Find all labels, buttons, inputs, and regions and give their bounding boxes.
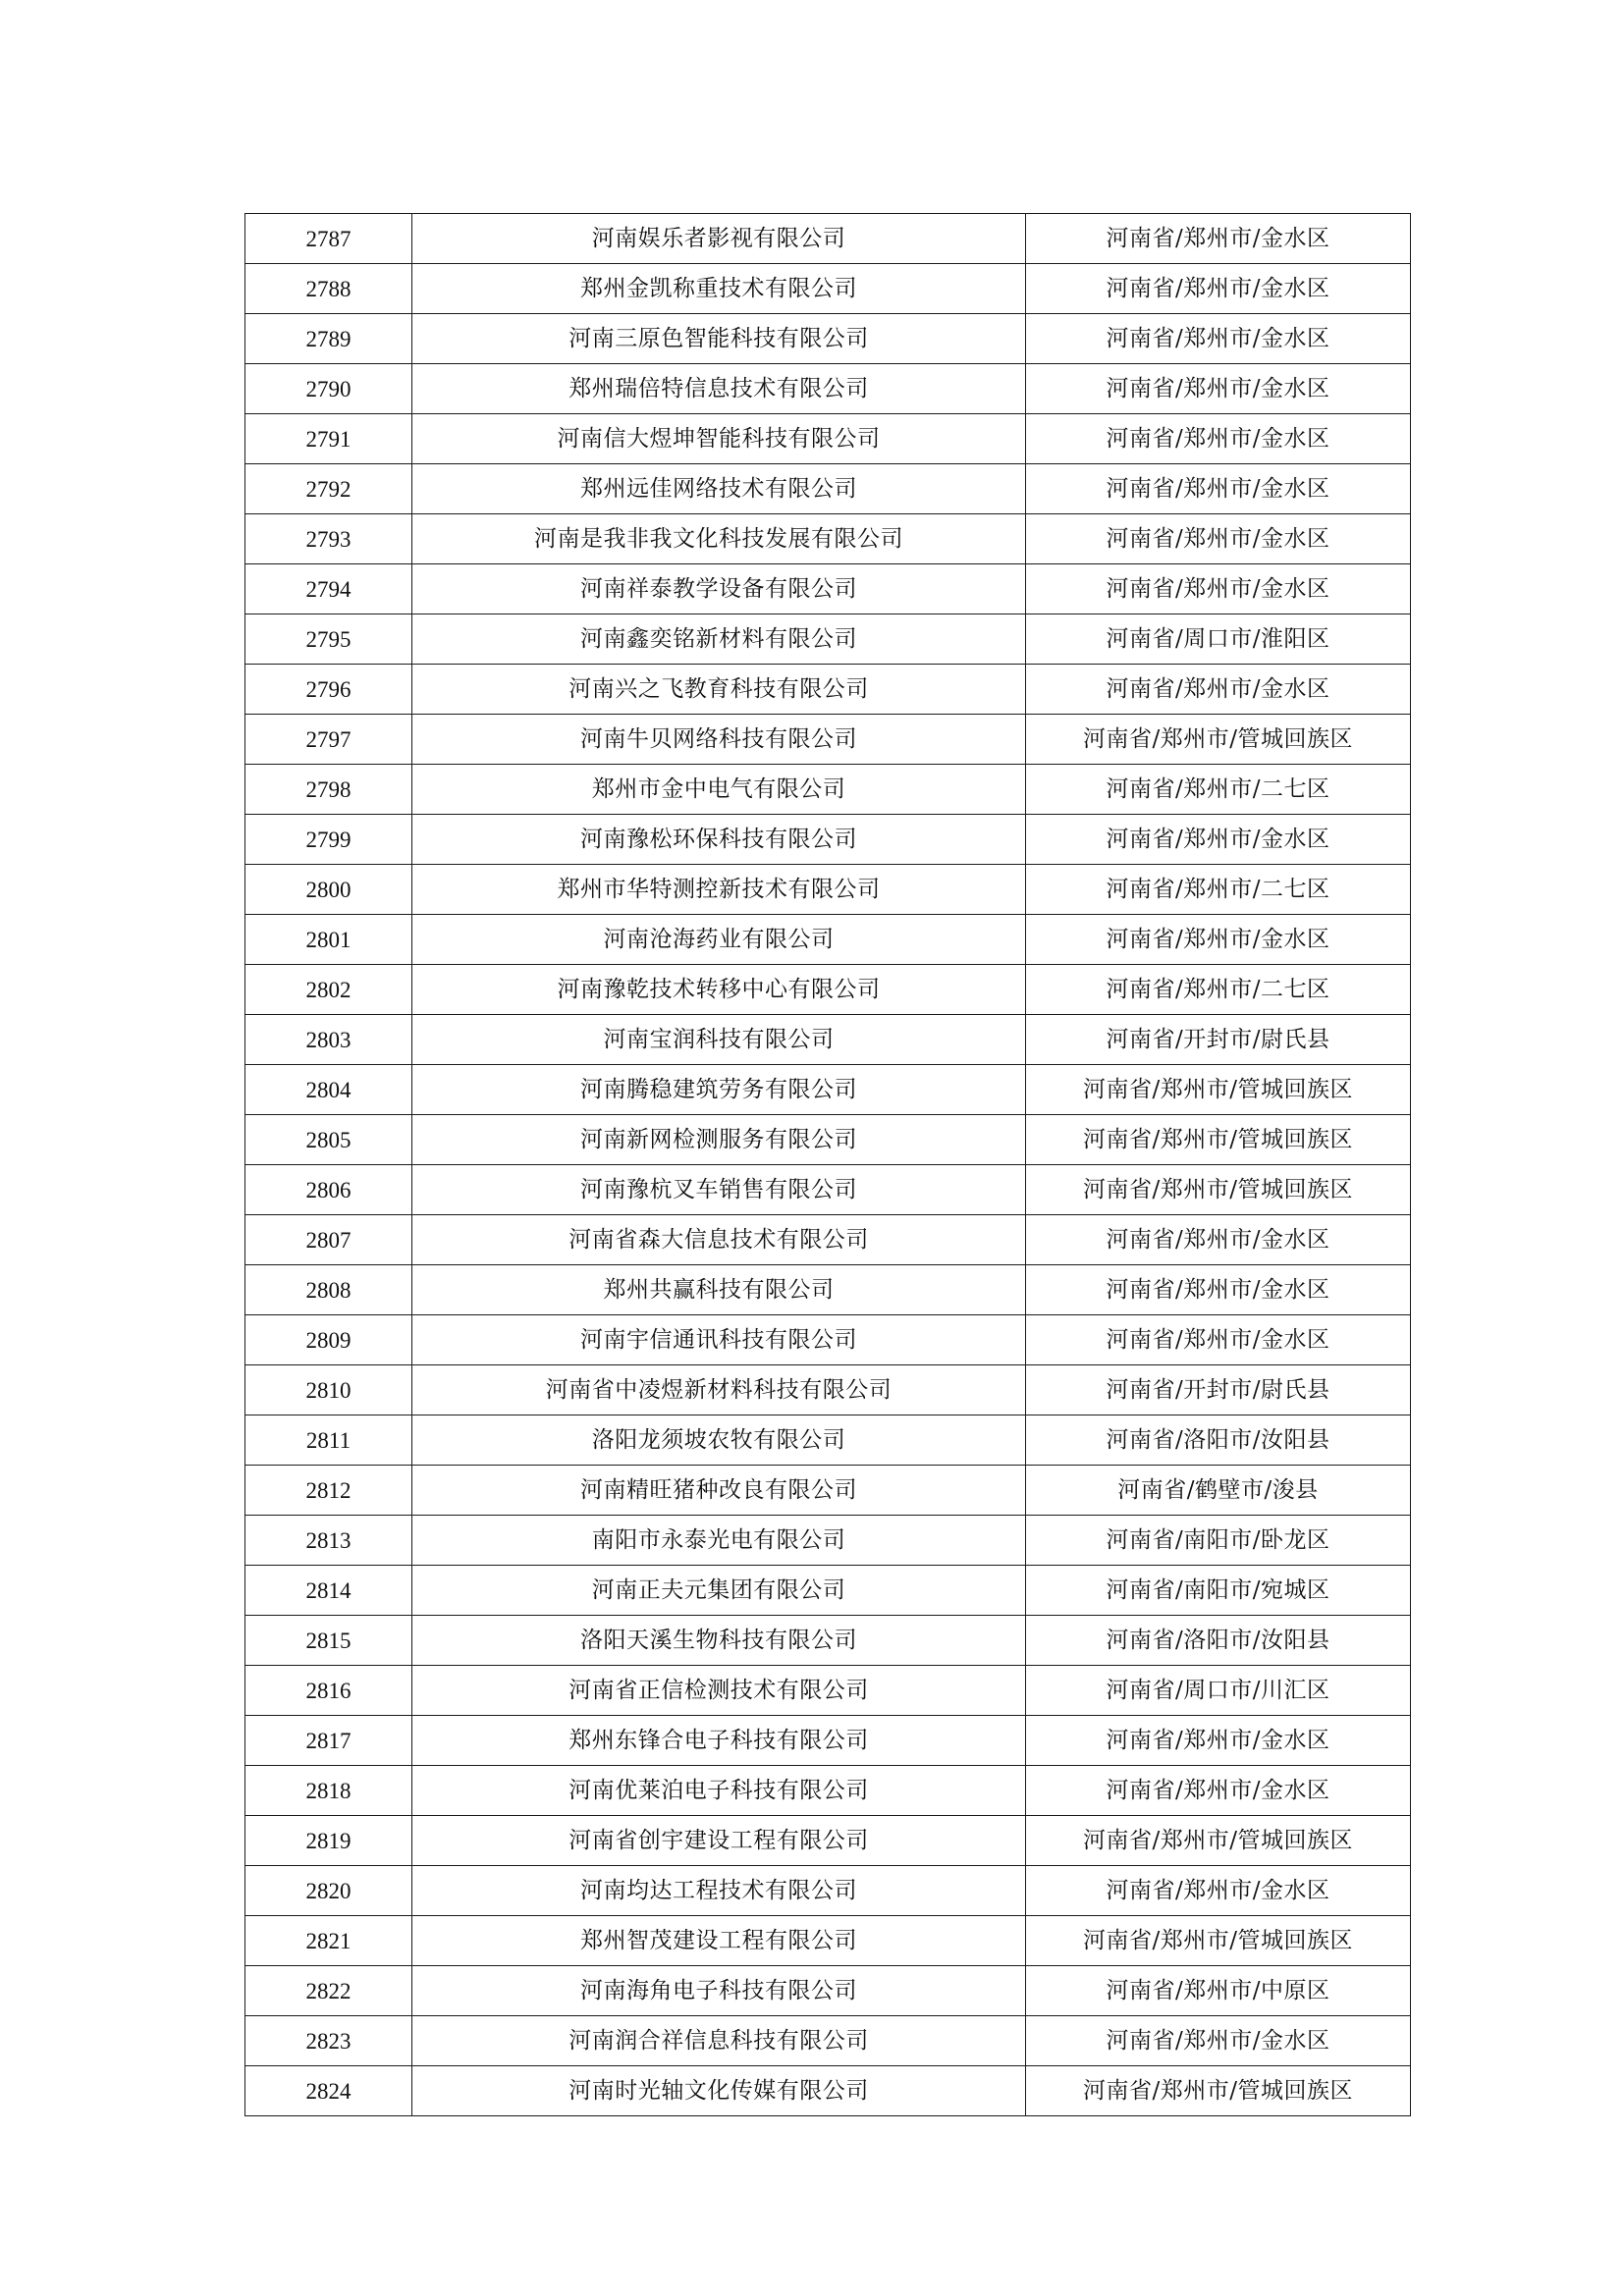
table-row	[245, 414, 1411, 464]
row-number-cell: 2805	[245, 1115, 412, 1165]
row-number-cell: 2790	[245, 364, 412, 414]
row-number-cell: 2816	[245, 1666, 412, 1716]
table-row	[245, 965, 1411, 1015]
row-number-cell: 2803	[245, 1015, 412, 1065]
table-row	[245, 2016, 1411, 2066]
row-number-cell: 2807	[245, 1215, 412, 1265]
company-name-cell: 河南娱乐者影视有限公司	[412, 214, 1026, 264]
location-cell: 河南省/郑州市/金水区	[1026, 915, 1411, 965]
row-number-cell: 2788	[245, 264, 412, 314]
company-name-cell: 河南宇信通讯科技有限公司	[412, 1315, 1026, 1365]
table-row	[245, 1015, 1411, 1065]
row-number-cell: 2822	[245, 1966, 412, 2016]
row-number-cell: 2791	[245, 414, 412, 464]
row-number-cell: 2799	[245, 815, 412, 865]
location-cell: 河南省/郑州市/金水区	[1026, 364, 1411, 414]
location-cell: 河南省/郑州市/金水区	[1026, 1866, 1411, 1916]
company-name-cell: 河南省森大信息技术有限公司	[412, 1215, 1026, 1265]
row-number-cell: 2792	[245, 464, 412, 514]
table-row	[245, 1966, 1411, 2016]
location-cell: 河南省/郑州市/金水区	[1026, 264, 1411, 314]
location-cell: 河南省/郑州市/金水区	[1026, 1716, 1411, 1766]
location-cell: 河南省/郑州市/管城回族区	[1026, 1065, 1411, 1115]
table-row	[245, 264, 1411, 314]
location-cell: 河南省/郑州市/金水区	[1026, 214, 1411, 264]
row-number-cell: 2818	[245, 1766, 412, 1816]
company-name-cell: 郑州智茂建设工程有限公司	[412, 1916, 1026, 1966]
location-cell: 河南省/鹤壁市/浚县	[1026, 1466, 1411, 1516]
location-cell: 河南省/郑州市/金水区	[1026, 414, 1411, 464]
row-number-cell: 2823	[245, 2016, 412, 2066]
location-cell: 河南省/郑州市/管城回族区	[1026, 1165, 1411, 1215]
company-name-cell: 河南沧海药业有限公司	[412, 915, 1026, 965]
row-number-cell: 2800	[245, 865, 412, 915]
row-number-cell: 2797	[245, 715, 412, 765]
company-name-cell: 郑州市金中电气有限公司	[412, 765, 1026, 815]
company-name-cell: 河南均达工程技术有限公司	[412, 1866, 1026, 1916]
row-number-cell: 2809	[245, 1315, 412, 1365]
table-row	[245, 915, 1411, 965]
row-number-cell: 2824	[245, 2066, 412, 2116]
row-number-cell: 2819	[245, 1816, 412, 1866]
company-name-cell: 河南是我非我文化科技发展有限公司	[412, 514, 1026, 564]
row-number-cell: 2802	[245, 965, 412, 1015]
row-number-cell: 2796	[245, 665, 412, 715]
company-name-cell: 河南豫松环保科技有限公司	[412, 815, 1026, 865]
company-name-cell: 河南三原色智能科技有限公司	[412, 314, 1026, 364]
location-cell: 河南省/郑州市/二七区	[1026, 965, 1411, 1015]
location-cell: 河南省/郑州市/中原区	[1026, 1966, 1411, 2016]
row-number-cell: 2817	[245, 1716, 412, 1766]
location-cell: 河南省/郑州市/金水区	[1026, 564, 1411, 614]
table-row	[245, 314, 1411, 364]
table-row	[245, 1816, 1411, 1866]
location-cell: 河南省/郑州市/管城回族区	[1026, 1916, 1411, 1966]
table-row	[245, 1265, 1411, 1315]
company-name-cell: 河南宝润科技有限公司	[412, 1015, 1026, 1065]
location-cell: 河南省/洛阳市/汝阳县	[1026, 1616, 1411, 1666]
location-cell: 河南省/郑州市/管城回族区	[1026, 2066, 1411, 2116]
location-cell: 河南省/开封市/尉氏县	[1026, 1365, 1411, 1415]
location-cell: 河南省/郑州市/管城回族区	[1026, 1816, 1411, 1866]
company-name-cell: 河南豫杭叉车销售有限公司	[412, 1165, 1026, 1215]
row-number-cell: 2793	[245, 514, 412, 564]
location-cell: 河南省/周口市/淮阳区	[1026, 614, 1411, 665]
company-name-cell: 郑州金凯称重技术有限公司	[412, 264, 1026, 314]
table-row	[245, 1666, 1411, 1716]
row-number-cell: 2806	[245, 1165, 412, 1215]
row-number-cell: 2821	[245, 1916, 412, 1966]
table-row	[245, 1115, 1411, 1165]
table-row	[245, 364, 1411, 414]
location-cell: 河南省/郑州市/金水区	[1026, 514, 1411, 564]
table-row	[245, 1716, 1411, 1766]
location-cell: 河南省/郑州市/金水区	[1026, 464, 1411, 514]
row-number-cell: 2812	[245, 1466, 412, 1516]
location-cell: 河南省/郑州市/二七区	[1026, 765, 1411, 815]
company-name-cell: 郑州瑞倍特信息技术有限公司	[412, 364, 1026, 414]
company-name-cell: 河南润合祥信息科技有限公司	[412, 2016, 1026, 2066]
company-name-cell: 河南省中凌煜新材料科技有限公司	[412, 1365, 1026, 1415]
company-name-cell: 河南时光轴文化传媒有限公司	[412, 2066, 1026, 2116]
table-row	[245, 1065, 1411, 1115]
row-number-cell: 2801	[245, 915, 412, 965]
company-name-cell: 郑州市华特测控新技术有限公司	[412, 865, 1026, 915]
row-number-cell: 2810	[245, 1365, 412, 1415]
company-name-cell: 河南兴之飞教育科技有限公司	[412, 665, 1026, 715]
company-name-cell: 河南优莱泊电子科技有限公司	[412, 1766, 1026, 1816]
location-cell: 河南省/郑州市/金水区	[1026, 665, 1411, 715]
table-row	[245, 1415, 1411, 1466]
company-name-cell: 河南鑫奕铭新材料有限公司	[412, 614, 1026, 665]
row-number-cell: 2798	[245, 765, 412, 815]
row-number-cell: 2811	[245, 1415, 412, 1466]
location-cell: 河南省/郑州市/金水区	[1026, 1215, 1411, 1265]
company-name-cell: 河南精旺猪种改良有限公司	[412, 1466, 1026, 1516]
location-cell: 河南省/开封市/尉氏县	[1026, 1015, 1411, 1065]
table-row	[245, 1365, 1411, 1415]
location-cell: 河南省/郑州市/管城回族区	[1026, 1115, 1411, 1165]
company-name-cell: 郑州远佳网络技术有限公司	[412, 464, 1026, 514]
table-row	[245, 1916, 1411, 1966]
table-row	[245, 1516, 1411, 1566]
table-row	[245, 1315, 1411, 1365]
table-row	[245, 865, 1411, 915]
company-name-cell: 河南海角电子科技有限公司	[412, 1966, 1026, 2016]
table-row	[245, 715, 1411, 765]
row-number-cell: 2815	[245, 1616, 412, 1666]
table-row	[245, 1866, 1411, 1916]
location-cell: 河南省/洛阳市/汝阳县	[1026, 1415, 1411, 1466]
company-name-cell: 河南信大煜坤智能科技有限公司	[412, 414, 1026, 464]
row-number-cell: 2789	[245, 314, 412, 364]
location-cell: 河南省/郑州市/金水区	[1026, 314, 1411, 364]
company-name-cell: 南阳市永泰光电有限公司	[412, 1516, 1026, 1566]
table-row	[245, 1566, 1411, 1616]
table-row	[245, 614, 1411, 665]
table-row	[245, 1766, 1411, 1816]
company-name-cell: 河南牛贝网络科技有限公司	[412, 715, 1026, 765]
location-cell: 河南省/郑州市/金水区	[1026, 2016, 1411, 2066]
row-number-cell: 2808	[245, 1265, 412, 1315]
company-name-cell: 郑州共赢科技有限公司	[412, 1265, 1026, 1315]
table-row	[245, 514, 1411, 564]
location-cell: 河南省/南阳市/卧龙区	[1026, 1516, 1411, 1566]
company-name-cell: 河南祥泰教学设备有限公司	[412, 564, 1026, 614]
company-name-cell: 郑州东锋合电子科技有限公司	[412, 1716, 1026, 1766]
table-row	[245, 1165, 1411, 1215]
company-name-cell: 河南省正信检测技术有限公司	[412, 1666, 1026, 1716]
table-row	[245, 1616, 1411, 1666]
company-name-cell: 河南豫乾技术转移中心有限公司	[412, 965, 1026, 1015]
table-row	[245, 2066, 1411, 2116]
row-number-cell: 2820	[245, 1866, 412, 1916]
row-number-cell: 2813	[245, 1516, 412, 1566]
table-row	[245, 214, 1411, 264]
row-number-cell: 2794	[245, 564, 412, 614]
location-cell: 河南省/郑州市/管城回族区	[1026, 715, 1411, 765]
location-cell: 河南省/周口市/川汇区	[1026, 1666, 1411, 1716]
table-row	[245, 464, 1411, 514]
table-row	[245, 1215, 1411, 1265]
location-cell: 河南省/南阳市/宛城区	[1026, 1566, 1411, 1616]
row-number-cell: 2804	[245, 1065, 412, 1115]
location-cell: 河南省/郑州市/金水区	[1026, 1766, 1411, 1816]
company-name-cell: 河南正夫元集团有限公司	[412, 1566, 1026, 1616]
table-row	[245, 564, 1411, 614]
table-row	[245, 1466, 1411, 1516]
row-number-cell: 2795	[245, 614, 412, 665]
company-name-cell: 河南省创宇建设工程有限公司	[412, 1816, 1026, 1866]
location-cell: 河南省/郑州市/金水区	[1026, 815, 1411, 865]
row-number-cell: 2787	[245, 214, 412, 264]
company-name-cell: 洛阳龙须坡农牧有限公司	[412, 1415, 1026, 1466]
location-cell: 河南省/郑州市/金水区	[1026, 1315, 1411, 1365]
location-cell: 河南省/郑州市/二七区	[1026, 865, 1411, 915]
row-number-cell: 2814	[245, 1566, 412, 1616]
table-row	[245, 765, 1411, 815]
company-table	[244, 213, 1411, 2116]
table-body	[245, 214, 1411, 2116]
table-row	[245, 815, 1411, 865]
table-row	[245, 665, 1411, 715]
company-name-cell: 河南腾稳建筑劳务有限公司	[412, 1065, 1026, 1115]
company-name-cell: 洛阳天溪生物科技有限公司	[412, 1616, 1026, 1666]
company-name-cell: 河南新网检测服务有限公司	[412, 1115, 1026, 1165]
location-cell: 河南省/郑州市/金水区	[1026, 1265, 1411, 1315]
